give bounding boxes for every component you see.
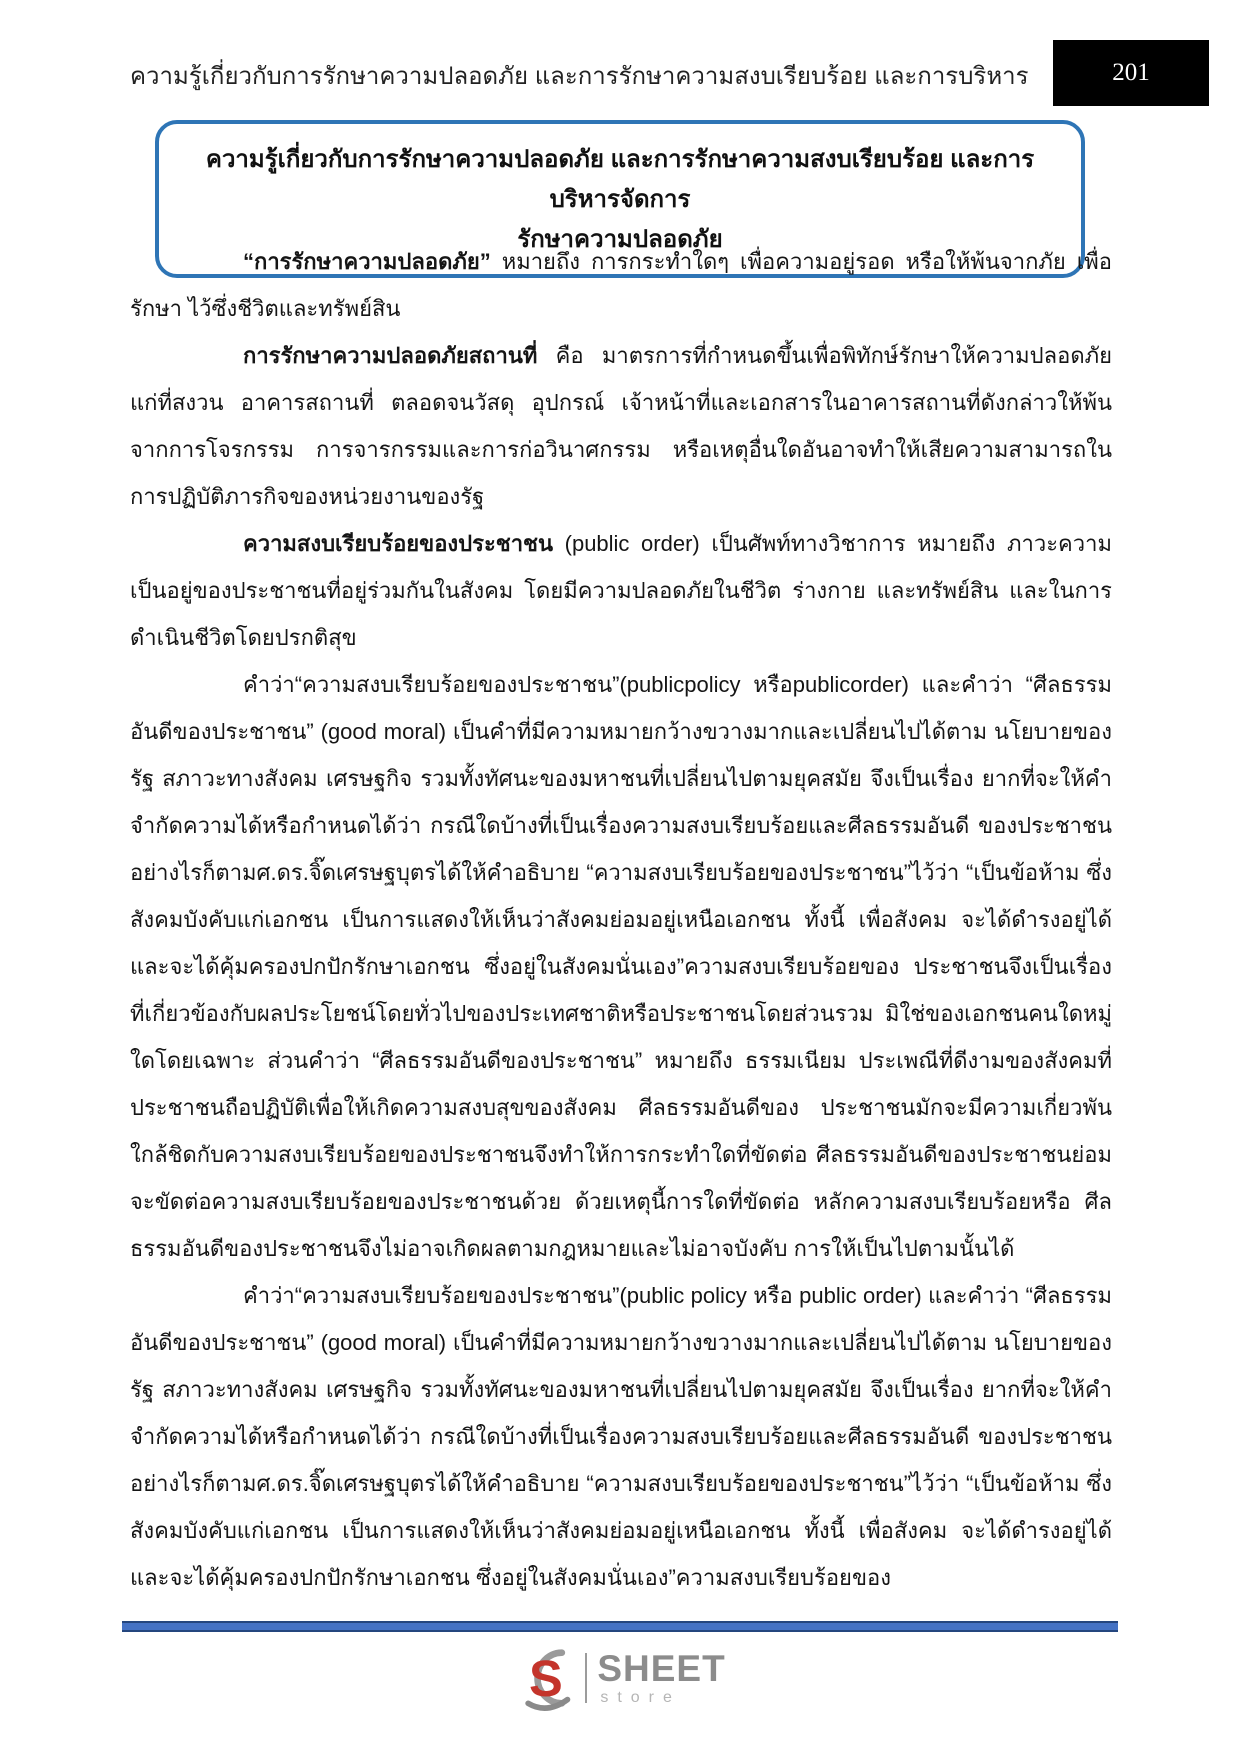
footer-divider-rule bbox=[122, 1621, 1118, 1632]
paragraph bbox=[130, 1272, 1112, 1601]
paragraph bbox=[130, 332, 1112, 520]
paragraph-text: คือ มาตรการที่กำหนดขึ้นเพื่อพิทักษ์รักษาให้ความปลอดภัย แก่ที่สงวน อาคารสถานที่ ตลอดจนวัสดุ อุปกรณ์ เจ้าหน้าที่และเอกสารในอาคารสถานที่ดังกล่าวให้พ้น จากการโจรกรรม การจารกรรมและการก่อวินาศกรรม หรือเหตุอื่นใดอันอาจทำให้เสียความสามารถใน การปฏิบัติภารกิจของหน่วยงานของรัฐ bbox=[130, 343, 1112, 509]
sheet-store-logo bbox=[0, 1645, 1241, 1711]
page-number-badge bbox=[1053, 40, 1209, 106]
page-number: 201 bbox=[1112, 59, 1150, 86]
page-header bbox=[0, 40, 1241, 106]
chapter-title-line-1: ความรู้เกี่ยวกับการรักษาความปลอดภัย และการรักษาความสงบเรียบร้อย และการบริหารจัดการ bbox=[205, 146, 1035, 213]
paragraph bbox=[130, 661, 1112, 1272]
logo-text bbox=[597, 1650, 725, 1706]
chapter-title-line-2: รักษาความปลอดภัย bbox=[517, 226, 723, 253]
sheet-store-logo-icon bbox=[515, 1645, 575, 1711]
document-body bbox=[130, 238, 1112, 1601]
running-header-title: ความรู้เกี่ยวกับการรักษาความปลอดภัย และการรักษาความสงบเรียบร้อย และการบริหาร bbox=[130, 63, 1029, 90]
logo-main-text: SHEET bbox=[597, 1648, 726, 1689]
logo-sub-text: store bbox=[600, 1689, 681, 1706]
paragraph-text: คำว่า“ความสงบเรียบร้อยของประชาชน”(public policy หรือ public order) และคำว่า “ศีลธรรม อันดีของประชาชน” (good moral) เป็นคำที่มีความหมายกว้างขวางมากและเปลี่ยนไปได้ตาม นโยบายของ รัฐ สภาวะทางสังคม เศรษฐกิจ รวมทั้งทัศนะของมหาชนที่เปลี่ยนไปตามยุคสมัย จึงเป็นเรื่อง ยากที่จะให้คำ จำกัดความได้หรือกำหนดได้ว่า กรณีใดบ้างที่เป็นเรื่องความสงบเรียบร้อยและศีลธรรมอันดี ของประชาชน อย่างไรก็ตามศ.ดร.จิ๊ดเศรษฐบุตรได้ให้คำอธิบาย “ความสงบเรียบร้อยของประชาชน”ไว้ว่า “เป็นข้อห้าม ซึ่งสังคมบังคับแก่เอกชน เป็นการแสดงให้เห็นว่าสังคมย่อมอยู่เหนือเอกชน ทั้งนี้ เพื่อสังคม จะได้ดำรงอยู่ได้ และจะได้คุ้มครองปกปักรักษาเอกชน ซึ่งอยู่ในสังคมนั่นเอง”ความสงบเรียบร้อยของ bbox=[130, 1283, 1112, 1590]
paragraph bbox=[130, 238, 1112, 332]
svg-text:S: S bbox=[529, 1649, 564, 1707]
paragraph-lead: ความสงบเรียบร้อยของประชาชน bbox=[243, 531, 554, 556]
paragraph-lead: การรักษาความปลอดภัยสถานที่ bbox=[243, 343, 538, 368]
paragraph-text: (public order) เป็นศัพท์ทางวิชาการ หมายถึง ภาวะความ เป็นอยู่ของประชาชนที่อยู่ร่วมกันในสังคม โดยมีความปลอดภัยในชีวิต ร่างกาย และทรัพย์สิน และในการ ดำเนินชีวิตโดยปรกติสุข bbox=[130, 531, 1112, 650]
logo-divider bbox=[585, 1653, 587, 1703]
paragraph-text: คำว่า“ความสงบเรียบร้อยของประชาชน”(publicpolicy หรือpublicorder) และคำว่า “ศีลธรรม อันดีของประชาชน” (good moral) เป็นคำที่มีความหมายกว้างขวางมากและเปลี่ยนไปได้ตาม นโยบายของ รัฐ สภาวะทางสังคม เศรษฐกิจ รวมทั้งทัศนะของมหาชนที่เปลี่ยนไปตามยุคสมัย จึงเป็นเรื่อง ยากที่จะให้คำ จำกัดความได้หรือกำหนดได้ว่า กรณีใดบ้างที่เป็นเรื่องความสงบเรียบร้อยและศีลธรรมอันดี ของประชาชน อย่างไรก็ตามศ.ดร.จิ๊ดเศรษฐบุตรได้ให้คำอธิบาย “ความสงบเรียบร้อยของประชาชน”ไว้ว่า “เป็นข้อห้าม ซึ่งสังคมบังคับแก่เอกชน เป็นการแสดงให้เห็นว่าสังคมย่อมอยู่เหนือเอกชน ทั้งนี้ เพื่อสังคม จะได้ดำรงอยู่ได้ และจะได้คุ้มครองปกปักรักษาเอกชน ซึ่งอยู่ในสังคมนั่นเอง”ความสงบเรียบร้อยของ ประชาชนจึงเป็นเรื่อง ที่เกี่ยวข้องกับผลประโยชน์โดยทั่วไปของประเทศชาติหรือประชาชนโดยส่วนรวม มิใช่ของเอกชนคนใดหมู่ ใดโดยเฉพาะ ส่วนคำว่า “ศีลธรรมอันดีของประชาชน” หมายถึง ธรรมเนียม ประเพณีที่ดีงามของสังคมที่ ประชาชนถือปฏิบัติเพื่อให้เกิดความสงบสุขของสังคม ศีลธรรมอันดีของ ประชาชนมักจะมีความเกี่ยวพัน ใกล้ชิดกับความสงบเรียบร้อยของประชาชนจึงทำให้การกระทำใดที่ขัดต่อ ศีลธรรมอันดีของประชาชนย่อม จะขัดต่อความสงบเรียบร้อยของประชาชนด้วย ด้วยเหตุนี้การใดที่ขัดต่อ หลักความสงบเรียบร้อยหรือ ศีลธรรมอันดีของประชาชนจึงไม่อาจเกิดผลตามกฎหมายและไม่อาจบังคับ การให้เป็นไปตามนั้นได้ bbox=[130, 672, 1112, 1261]
paragraph-text: หมายถึง การกระทำใดๆ เพื่อความอยู่รอด หรือให้พ้นจากภัย เพื่อรักษา ไว้ซึ่งชีวิตและทรัพย์สิน bbox=[130, 249, 1112, 321]
paragraph-lead: “การรักษาความปลอดภัย” bbox=[243, 249, 491, 274]
paragraph bbox=[130, 520, 1112, 661]
